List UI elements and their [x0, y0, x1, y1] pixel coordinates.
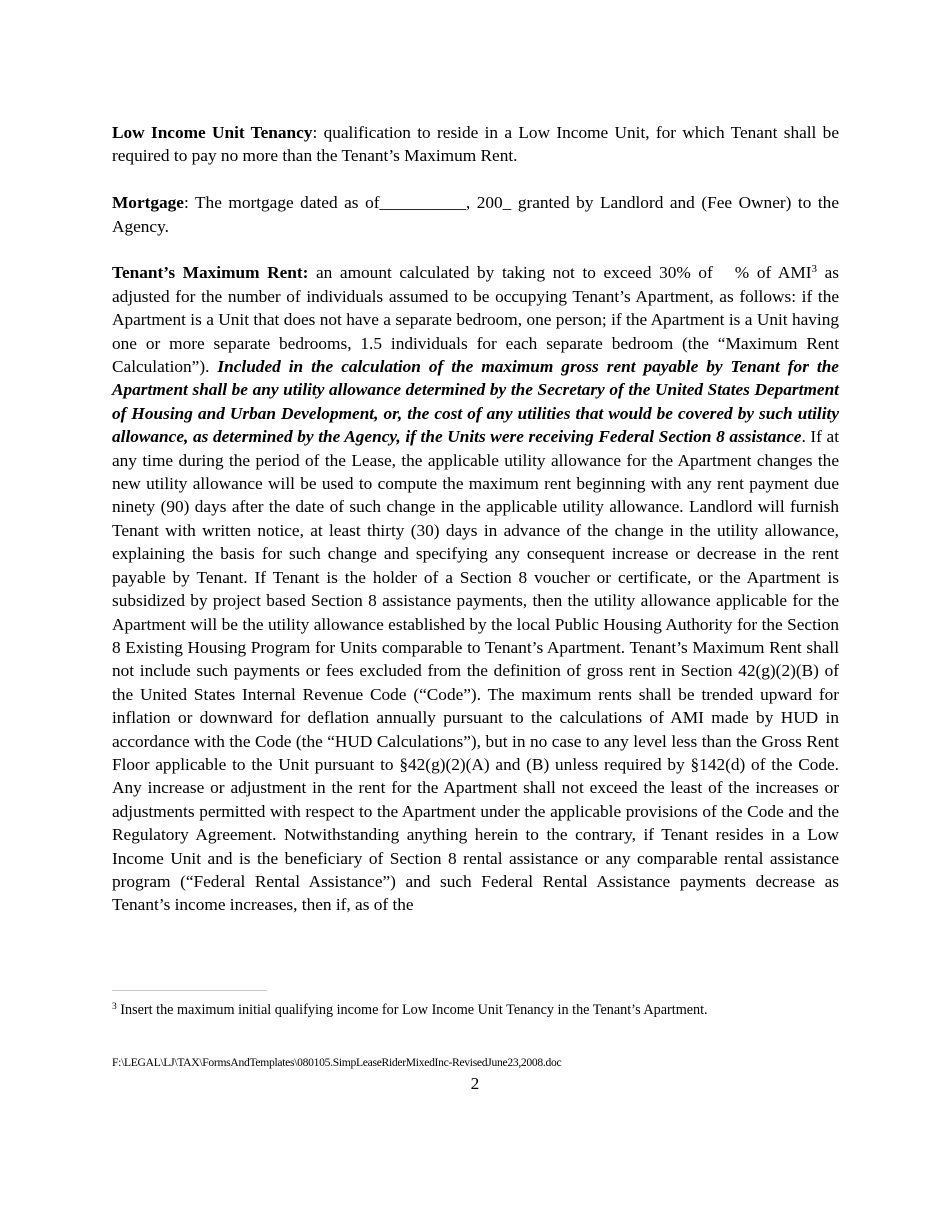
- page-number: 2: [470, 1074, 480, 1093]
- term-tenants-maximum-rent: Tenant’s Maximum Rent:: [112, 263, 309, 283]
- definition-text-before-blank: an amount calculated by taking not to exceed 30% of: [308, 263, 713, 283]
- definition-mortgage: [112, 191, 839, 238]
- definition-text-middle: as adjusted for the number of individuals assumed to be occupying Tenant’s Apartment, as follows: if the Apartment is a Unit that does not have a separate bedroom, one person; if the Apartment is a Unit having one or more separate bedrooms, 1.5 individuals for each separate bedroom (the “Maximum Rent Calculation”).: [112, 263, 840, 377]
- term-low-income-unit-tenancy: Low Income Unit Tenancy: [112, 123, 313, 142]
- definition-text-end: . If at any time during the period of the Lease, the applicable utility allowance for the Apartment changes the new utility allowance will be used to compute the maximum rent beginning with any rent payment due ninety (90) days after the date of such change in the applicable utility allowance. Landlord will furnish Tenant with written notice, at least thirty (30) days in advance of the change in the utility allowance, explaining the basis for such change and specifying any consequent increase or decrease in the rent payable by Tenant. If Tenant is the holder of a Section 8 voucher or certificate, or the Apartment is subsidized by project based Section 8 assistance payments, then the utility allowance applicable for the Apartment will be the utility allowance established by the local Public Housing Authority for the Section 8 Existing Housing Program for Units comparable to Tenant’s Apartment. Tenant’s Maximum Rent shall not include such payments or fees excluded from the definition of gross rent in Section 42(g)(2)(B) of the United States Internal Revenue Code (“Code”). The maximum rents shall be trended upward for inflation or downward for deflation annually pursuant to the calculations of AMI made by HUD in accordance with the Code (the “HUD Calculations”), but in no case to any level less than the Gross Rent Floor applicable to the Unit pursuant to §42(g)(2)(A) and (B) unless required by §142(d) of the Code. Any increase or adjustment in the rent for the Apartment shall not exceed the least of the increases or adjustments permitted with respect to the Apartment under the applicable provisions of the Code and the Regulatory Agreement. Notwithstanding anything herein to the contrary, if Tenant resides in a Low Income Unit and is the beneficiary of Section 8 rental assistance or any comparable rental assistance program (“Federal Rental Assistance”) and such Federal Rental Assistance payments decrease as Tenant’s income increases, then if, as of the: [112, 427, 839, 915]
- document-body: [112, 121, 839, 940]
- term-mortgage: Mortgage: [112, 193, 184, 213]
- definition-text-after-blank: % of AMI: [734, 263, 812, 283]
- footnote-separator: [112, 990, 267, 991]
- footnote-text: Insert the maximum initial qualifying income for Low Income Unit Tenancy in the Tenant’s Apartment.: [116, 1002, 708, 1018]
- definition-low-income-unit-tenancy: [112, 121, 839, 168]
- footnote-number: 3: [112, 1002, 117, 1012]
- definition-tenants-maximum-rent: [112, 261, 839, 916]
- footnote: [112, 1001, 839, 1019]
- emphasized-utility-allowance-clause: Included in the calculation of the maximum gross rent payable by Tenant for the Apartment shall be any utility allowance determined by the Secretary of the United States Department of Housing and Urban Development, or, the cost of any utilities that would be covered by such utility allowance, as determined by the Agency, if the Units were receiving Federal Section 8 assistance: [112, 357, 839, 447]
- definition-text: : The mortgage dated as of__________, 200_ granted by Landlord and (Fee Owner) to the Agency.: [112, 193, 839, 236]
- definition-text: : qualification to reside in a Low Income Unit, for which Tenant shall be required to pay no more than the Tenant’s Maximum Rent.: [112, 123, 839, 166]
- file-path-footer: F:\LEGAL\LJ\TAX\FormsAndTemplates\080105.SimpLeaseRiderMixedInc-RevisedJune23,2008.doc: [112, 1056, 562, 1069]
- footnote-reference[interactable]: 3: [811, 263, 817, 276]
